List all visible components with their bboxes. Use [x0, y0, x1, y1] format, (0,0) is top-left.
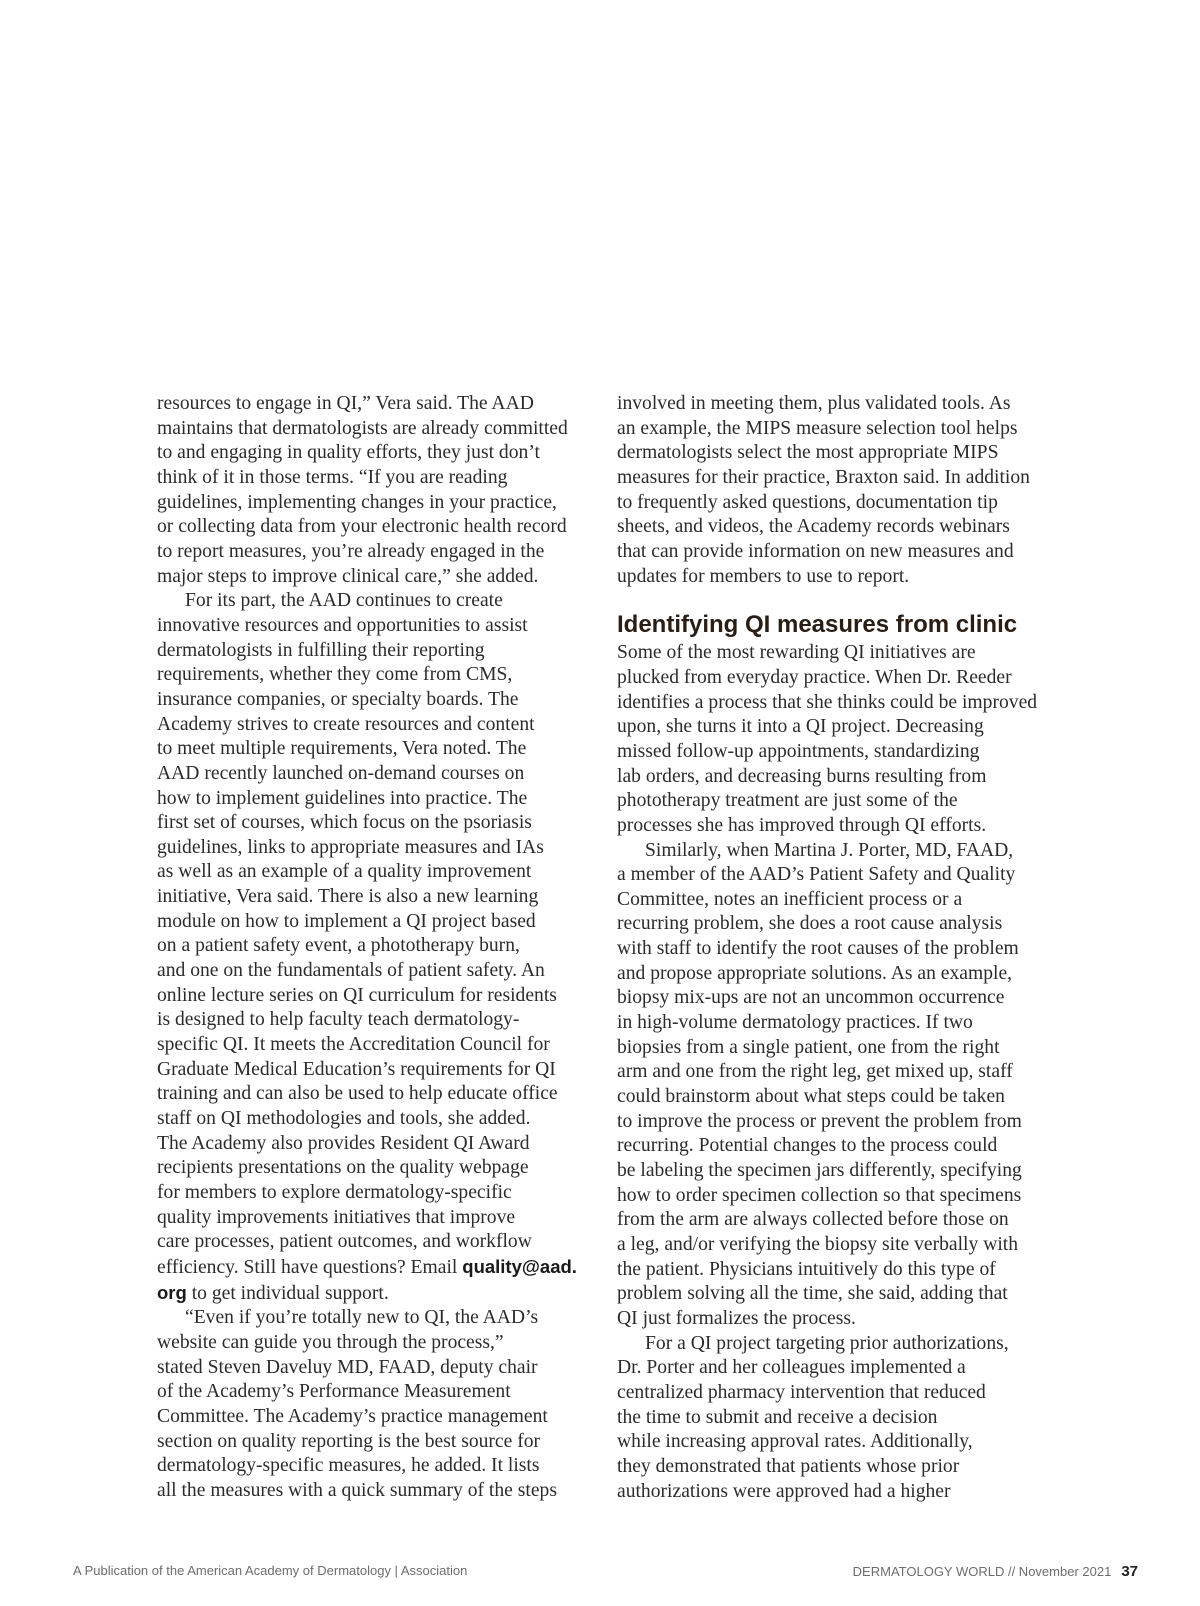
paragraph-validated-tools: involved in meeting them, plus validated tools. As an example, the MIPS measure selection tool helps dermatologists select the most appropriate MIPS measures for their practice, Braxton said. In addition to frequently asked questions, documentation tip sheets, and videos, the Academy records webinars that can provide information on new measures and updates for members to use to report.	[617, 393, 1030, 587]
paragraph-rewarding-initiatives: Some of the most rewarding QI initiatives are plucked from everyday practice. When Dr. Reeder identifies a process that she thinks could be improved upon, she turns it into a QI project. Decreasing missed follow-up appointments, standardizing lab orders, and decreasing burns resulting from phototherapy treatment are just some of the processes she has improved through QI efforts.	[617, 642, 1038, 836]
paragraph-resources: resources to engage in QI,” Vera said. The AAD maintains that dermatologists are already committed to and engaging in quality efforts, they just don’t think of it in those terms. “If you are reading guidelines, implementing changes in your practice, or collecting data from your electronic health record to report measures, you’re already engaged in the major steps to improve clinical care,” she added.	[157, 393, 568, 587]
page-number: 37	[1121, 1563, 1138, 1580]
email-link-part1: quality@aad.	[462, 1255, 577, 1277]
paragraph-prior-authorizations: For a QI project targeting prior authorizations, Dr. Porter and her colleagues implemented a centralized pharmacy intervention that reduced the time to submit and receive a decision while increasing approval rates. Additionally, they demonstrated that patients whose prior authorizations were approved had a higher	[617, 1332, 1009, 1502]
footer-magazine-info	[853, 1563, 1138, 1580]
footer-publication: A Publication of the American Academy of Dermatology | Association	[73, 1563, 468, 1578]
email-link-part2: org	[157, 1281, 187, 1303]
section-heading: Identifying QI measures from clinic	[617, 611, 1018, 639]
paragraph-aad-resources-text: For its part, the AAD continues to create innovative resources and opportunities to assist dermatologists in fulfilling their reporting requirements, whether they come from CMS, insurance companies, or specialty boards. The Academy strives to create resources and content to meet multiple requirements, Vera noted. The AAD recently launched on-demand courses on how to implement guidelines into practice. The first set of courses, which focus on the psoriasis guidelines, links to appropriate measures and IAs as well as an example of a quality improvement initiative, Vera said. There is also a new learning module on how to implement a QI project based on a patient safety event, a phototherapy burn, and one on the fundamentals of patient safety. An online lecture series on QI curriculum for residents is designed to help faculty teach dermatology- specific QI. It meets the Accreditation Council for Graduate Medical Education’s requirements for QI training and can also be used to help educate office staff on QI methodologies and tools, she added. The Academy also provides Resident QI Award recipients presentations on the quality webpage for members to explore dermatology-specific quality improvements initiatives that improve care processes, patient outcomes, and workflow efficiency. Still have questions? Email	[157, 590, 558, 1278]
footer-magazine-issue: DERMATOLOGY WORLD // November 2021	[852, 1564, 1112, 1579]
page-footer	[0, 1560, 1200, 1582]
left-column	[157, 392, 607, 1504]
paragraph-porter-root-cause: Similarly, when Martina J. Porter, MD, FAAD, a member of the AAD’s Patient Safety and Quality Committee, notes an inefficient process or a recurring problem, she does a root cause analysis with staff to identify the root causes of the problem and propose appropriate solutions. As an example, biopsy mix-ups are not an uncommon occurrence in high-volume dermatology practices. If two biopsies from a single patient, one from the right arm and one from the right leg, get mixed up, staff could brainstorm about what steps could be taken to improve the process or prevent the problem from recurring. Potential changes to the process could be labeling the specimen jars differently, specifying how to order specimen collection so that specimens from the arm are always collected before those on a leg, and/or verifying the biopsy site verbally with the patient. Physicians intuitively do this type of problem solving all the time, she said, adding that QI just formalizes the process.	[617, 839, 1022, 1329]
right-column	[617, 392, 1067, 1504]
paragraph-aad-resources-end: to get individual support.	[186, 1282, 389, 1304]
paragraph-daveluy-quote: “Even if you’re totally new to QI, the AAD’s website can guide you through the process,” stated Steven Daveluy MD, FAAD, deputy chair of the Academy’s Performance Measurement Committee. The Academy’s practice management section on quality reporting is the best source for dermatology-specific measures, he added. It lists all the measures with a quick summary of the steps	[157, 1307, 557, 1501]
paragraph-aad-resources	[157, 589, 607, 1306]
